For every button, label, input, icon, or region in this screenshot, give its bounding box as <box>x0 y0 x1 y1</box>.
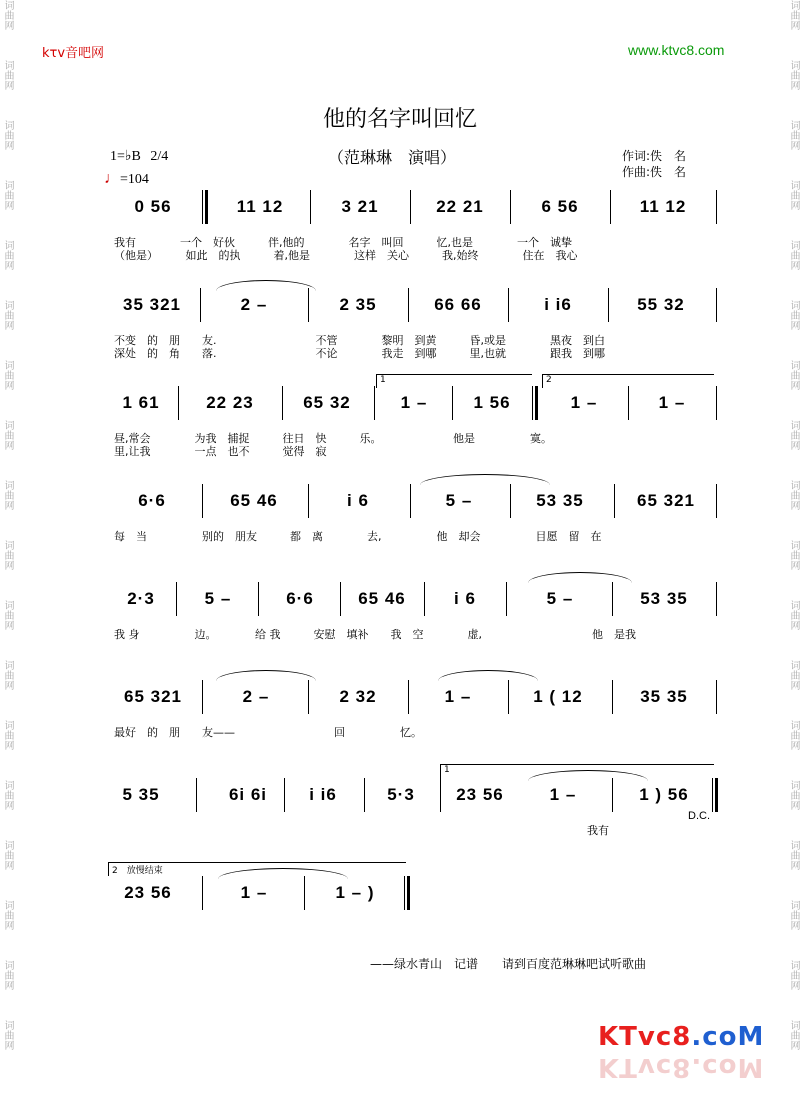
lyric-line: 昼,常会 为我 捕捉 往日 快 乐。 他是 寞。 <box>114 432 552 445</box>
measure: 5·3 <box>387 785 415 804</box>
singer-credit: （范琳琳 演唱） <box>328 148 457 167</box>
measure: 5 35 <box>122 785 160 804</box>
measure: i 6 <box>454 589 476 608</box>
measure: 1 – <box>570 393 598 412</box>
measure: 22 23 <box>206 393 254 412</box>
repeat-end-barline <box>532 386 538 420</box>
lyricist-credit: 作词:佚 名 <box>622 149 687 163</box>
lyric-line: 最好 的 朋 友—— 回 忆。 <box>114 726 422 739</box>
side-watermark-text: 词曲网 <box>2 480 13 510</box>
lyric-line: 深处 的 角 落. 不论 我走 到哪 里,也就 跟我 到哪 <box>114 347 605 360</box>
side-watermark-text: 词曲网 <box>788 1020 799 1050</box>
composer-credit: 作曲:佚 名 <box>622 165 687 179</box>
measure: 23 56 <box>456 785 504 804</box>
measure: 5 – <box>546 589 574 608</box>
left-watermark-strip <box>0 0 14 1112</box>
measure: 1 – <box>549 785 577 804</box>
measure: 3 21 <box>341 197 379 216</box>
side-watermark-text: 词曲网 <box>2 360 13 390</box>
measure: 6 56 <box>541 197 579 216</box>
measure: 65 321 <box>637 491 695 510</box>
side-watermark-text: 词曲网 <box>788 600 799 630</box>
side-watermark-text: 词曲网 <box>2 960 13 990</box>
measure: 2 – <box>240 295 268 314</box>
side-watermark-text: 词曲网 <box>788 60 799 90</box>
volta-2: 2 放慢结束 <box>108 862 406 876</box>
quarter-note-icon: ♩ <box>104 170 120 187</box>
measure: 22 21 <box>436 197 484 216</box>
measure: 53 35 <box>536 491 584 510</box>
logo-reflection: KTvc8.coM <box>598 1052 765 1082</box>
measure: 2 – <box>242 687 270 706</box>
side-watermark-text: 词曲网 <box>788 180 799 210</box>
measure: 66 66 <box>434 295 482 314</box>
measure: 1 – <box>240 883 268 902</box>
lyric-line: 我 身 边。 给 我 安慰 填补 我 空 虚, 他 是我 <box>114 628 636 641</box>
volta-2: 2 <box>542 374 714 388</box>
side-watermark-text: 词曲网 <box>2 780 13 810</box>
measure: 1 61 <box>122 393 160 412</box>
transcriber-note: ——绿水青山 记谱 请到百度范琳琳吧试听歌曲 <box>370 957 647 971</box>
side-watermark-text: 词曲网 <box>788 120 799 150</box>
side-watermark-text: 词曲网 <box>2 0 13 30</box>
measure: 65 321 <box>124 687 182 706</box>
side-watermark-text: 词曲网 <box>2 420 13 450</box>
lyric-line: 不变 的 朋 友. 不管 黎明 到黄 昏,或是 黑夜 到白 <box>114 334 605 347</box>
side-watermark-text: 词曲网 <box>788 660 799 690</box>
measure: 53 35 <box>640 589 688 608</box>
side-watermark-text: 词曲网 <box>2 1020 13 1050</box>
measure: 1 – <box>400 393 428 412</box>
side-watermark-text: 词曲网 <box>788 540 799 570</box>
measure: 6i 6i <box>228 785 268 804</box>
side-watermark-text: 词曲网 <box>2 660 13 690</box>
lyric-line: 里,让我 一点 也不 觉得 寂 <box>114 445 327 458</box>
side-watermark-text: 词曲网 <box>2 600 13 630</box>
right-watermark-strip <box>786 0 800 1112</box>
measure: 1 – ) <box>335 883 375 902</box>
measure: 1 56 <box>473 393 511 412</box>
measure: 35 35 <box>640 687 688 706</box>
measure: 23 56 <box>124 883 172 902</box>
measure: 55 32 <box>637 295 685 314</box>
side-watermark-text: 词曲网 <box>788 480 799 510</box>
measure: 35 321 <box>123 295 181 314</box>
time-signature: 2/4 <box>150 149 169 164</box>
volta-1: 1 <box>440 764 714 778</box>
measure: 5 – <box>445 491 473 510</box>
side-watermark-text: 词曲网 <box>788 780 799 810</box>
measure: 0 56 <box>134 197 172 216</box>
dc-marking: D.C. <box>688 810 710 822</box>
side-watermark-text: 词曲网 <box>788 240 799 270</box>
measure: 2 35 <box>339 295 377 314</box>
lyric-line: 我有 一个 好伙 伴,他的 名字 叫回 忆,也是 一个 诚挚 <box>114 236 572 249</box>
measure: i 6 <box>347 491 369 510</box>
side-watermark-text: 词曲网 <box>2 720 13 750</box>
side-watermark-text: 词曲网 <box>2 120 13 150</box>
measure: 2·3 <box>127 589 155 608</box>
side-watermark-text: 词曲网 <box>2 900 13 930</box>
double-barline <box>712 778 718 812</box>
side-watermark-text: 词曲网 <box>788 300 799 330</box>
measure: 65 46 <box>358 589 406 608</box>
side-watermark-text: 词曲网 <box>788 360 799 390</box>
side-watermark-text: 词曲网 <box>788 900 799 930</box>
measure: 2 32 <box>339 687 377 706</box>
side-watermark-text: 词曲网 <box>788 840 799 870</box>
measure: 1 ) 56 <box>639 785 689 804</box>
lyric-line: 我有 <box>114 824 609 837</box>
measure: i i6 <box>309 785 337 804</box>
side-watermark-text: 词曲网 <box>2 240 13 270</box>
side-watermark-text: 词曲网 <box>788 420 799 450</box>
measure: 1 ( 12 <box>533 687 583 706</box>
side-watermark-text: 词曲网 <box>2 840 13 870</box>
final-barline <box>404 876 410 910</box>
measure: i i6 <box>544 295 572 314</box>
measure: 65 46 <box>230 491 278 510</box>
measure: 11 12 <box>639 197 687 216</box>
side-watermark-text: 词曲网 <box>2 300 13 330</box>
site-watermark-left[interactable]: kτv音吧网 <box>42 46 105 61</box>
side-watermark-text: 词曲网 <box>788 0 799 30</box>
side-watermark-text: 词曲网 <box>788 720 799 750</box>
song-title: 他的名字叫回忆 <box>322 107 477 132</box>
side-watermark-text: 词曲网 <box>788 960 799 990</box>
side-watermark-text: 词曲网 <box>2 180 13 210</box>
repeat-start-barline <box>202 190 208 224</box>
lyric-line: （他是） 如此 的执 着,他是 这样 关心 我,始终 住在 我心 <box>114 249 578 262</box>
measure: 5 – <box>204 589 232 608</box>
measure: 65 32 <box>303 393 351 412</box>
measure: 11 12 <box>236 197 284 216</box>
key-signature: 1=♭B 2/4 <box>110 149 169 164</box>
tempo-marking: ♩=104 <box>104 170 149 187</box>
side-watermark-text: 词曲网 <box>2 60 13 90</box>
side-watermark-text: 词曲网 <box>2 540 13 570</box>
lyric-line: 每 当 别的 朋友 都 离 去, 他 却会 目愿 留 在 <box>114 530 602 543</box>
site-watermark-right[interactable]: www.ktvc8.com <box>628 42 725 58</box>
measure: 1 – <box>658 393 686 412</box>
measure: 6·6 <box>286 589 314 608</box>
volta-1: 1 <box>376 374 532 388</box>
ktvc8-logo[interactable]: KTvc8.coM <box>598 1022 765 1052</box>
measure: 1 – <box>444 687 472 706</box>
measure: 6·6 <box>138 491 166 510</box>
